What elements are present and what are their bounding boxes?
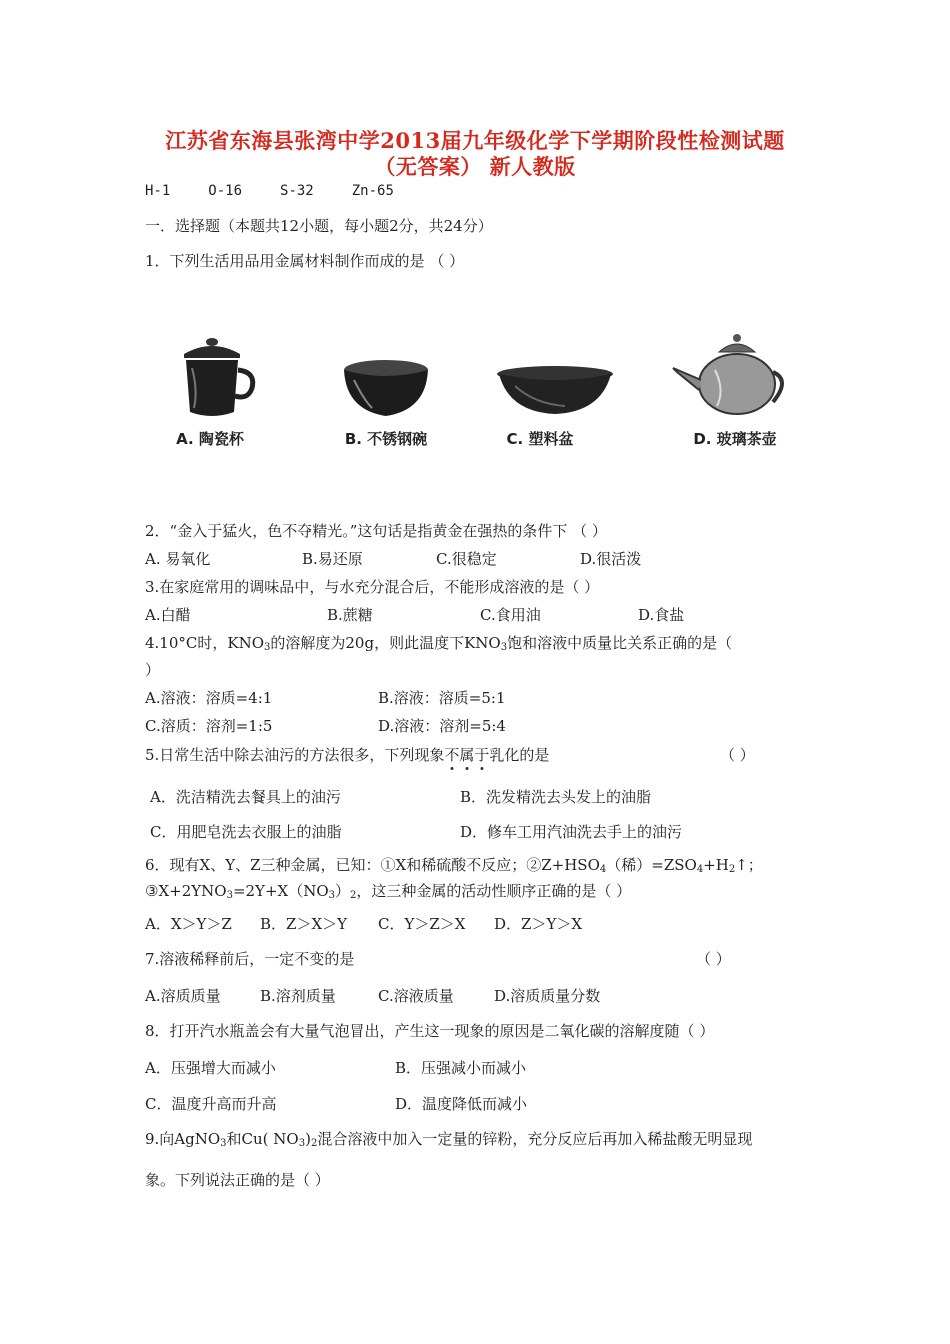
ceramic-cup-icon [140, 330, 300, 420]
q3-option-d: D.食盐 [638, 606, 685, 624]
q5-option-a: A．洗洁精洗去餐具上的油污 [150, 788, 341, 806]
q2-stem: 2．“金入于猛火，色不夺精光。”这句话是指黄金在强热的条件下 （ ） [145, 522, 607, 540]
q5-answer-paren: （ ） [720, 746, 755, 764]
q8-option-a: A．压强增大而减小 [145, 1059, 276, 1077]
q3-option-c: C.食用油 [480, 606, 541, 624]
q6-option-b: B．Z＞X＞Y [260, 915, 348, 933]
q1-option-d-label: D. 玻璃茶壶 [693, 430, 777, 448]
q1-option-a-label: A. 陶瓷杯 [176, 430, 244, 448]
q4-option-c: C.溶质：溶剂=1:5 [145, 717, 273, 735]
atomic-mass-s: S-32 [280, 183, 314, 199]
atomic-masses [145, 181, 432, 199]
q7-option-d: D.溶质质量分数 [494, 987, 601, 1005]
q6-option-c: C．Y＞Z＞X [378, 915, 466, 933]
q3-option-b: B.蔗糖 [327, 606, 373, 624]
q4-option-a: A.溶液：溶质=4:1 [145, 689, 273, 707]
q7-answer-paren: （ ） [696, 950, 731, 968]
q4-option-b: B.溶液：溶质=5:1 [378, 689, 506, 707]
q7-option-c: C.溶液质量 [378, 987, 454, 1005]
q1-option-c-label: C. 塑料盆 [506, 430, 574, 448]
atomic-mass-h: H-1 [145, 183, 171, 199]
atomic-mass-zn: Zn-65 [351, 183, 394, 199]
glass-teapot-icon [655, 330, 815, 420]
q2-option-c: C.很稳定 [436, 550, 497, 568]
section-heading: 一．选择题（本题共12小题，每小题2分，共24分） [145, 217, 493, 235]
q8-stem: 8．打开汽水瓶盖会有大量气泡冒出，产生这一现象的原因是二氧化碳的溶解度随（ ） [145, 1022, 715, 1040]
q3-stem: 3.在家庭常用的调味品中，与水充分混合后，不能形成溶液的是（ ） [145, 578, 600, 596]
q9-stem-continued: 象。下列说法正确的是（ ） [145, 1171, 330, 1189]
q2-option-d: D.很活泼 [580, 550, 642, 568]
plastic-basin-icon [475, 330, 635, 420]
q7-option-b: B.溶剂质量 [260, 987, 336, 1005]
q2-option-b: B.易还原 [302, 550, 363, 568]
q6-option-a: A．X＞Y＞Z [145, 915, 232, 933]
q6-option-d: D．Z＞Y＞X [494, 915, 583, 933]
q5-option-c: C．用肥皂洗去衣服上的油脂 [150, 823, 342, 841]
document-title-line2: （无答案） 新人教版 [374, 154, 576, 179]
q7-stem: 7.溶液稀释前后，一定不变的是 [145, 950, 355, 968]
q1-stem: 1．下列生活用品用金属材料制作而成的是 （ ） [145, 252, 465, 270]
q7-option-a: A.溶质质量 [145, 987, 221, 1005]
q1-option-b-label: B. 不锈钢碗 [344, 430, 428, 448]
q6-stem-line2: $③X+2YNO_3=2Y+X(NO_3)_2$，这三种金属的活动性顺序正确的是（ ） [145, 882, 632, 901]
q8-option-d: D．温度降低而减小 [395, 1095, 528, 1113]
q8-option-c: C．温度升高而升高 [145, 1095, 277, 1113]
q4-option-d: D.溶液：溶剂=5:4 [378, 717, 506, 735]
q5-option-d: D．修车工用汽油洗去手上的油污 [460, 823, 683, 841]
q9-stem: 9.向AgNO$_3$和Cu( $NO_3)_2$混合溶液中加入一定量的锌粉，充分反应后再加入稀盐酸无明显现 [145, 1130, 753, 1149]
q5-stem: 5.日常生活中除去油污的方法很多，下列现象不属于乳化的是 [145, 746, 550, 764]
q3-option-a: A.白醋 [145, 606, 191, 624]
q4-stem: 4.10°C时，$KNO_3$的溶解度为20g，则此温度下$KNO_3$饱和溶液中质量比关系正确的是（ [145, 634, 733, 653]
q6-stem-line1: 6．现有X、Y、Z三种金属，已知：①X和稀硫酸不反应；$②Z+HSO_4$（稀）$=ZSO_4+H_2↑$； [145, 856, 763, 875]
q5-option-b: B．洗发精洗去头发上的油脂 [460, 788, 652, 806]
steel-bowl-icon [306, 330, 466, 420]
q8-option-b: B．压强减小而减小 [395, 1059, 527, 1077]
atomic-mass-o: O-16 [208, 183, 243, 199]
q4-stem-continued: ） [145, 661, 161, 679]
document-title-line1: 江苏省东海县张湾中学2013届九年级化学下学期阶段性检测试题 [165, 128, 785, 153]
q2-option-a: A. 易氧化 [145, 550, 211, 568]
